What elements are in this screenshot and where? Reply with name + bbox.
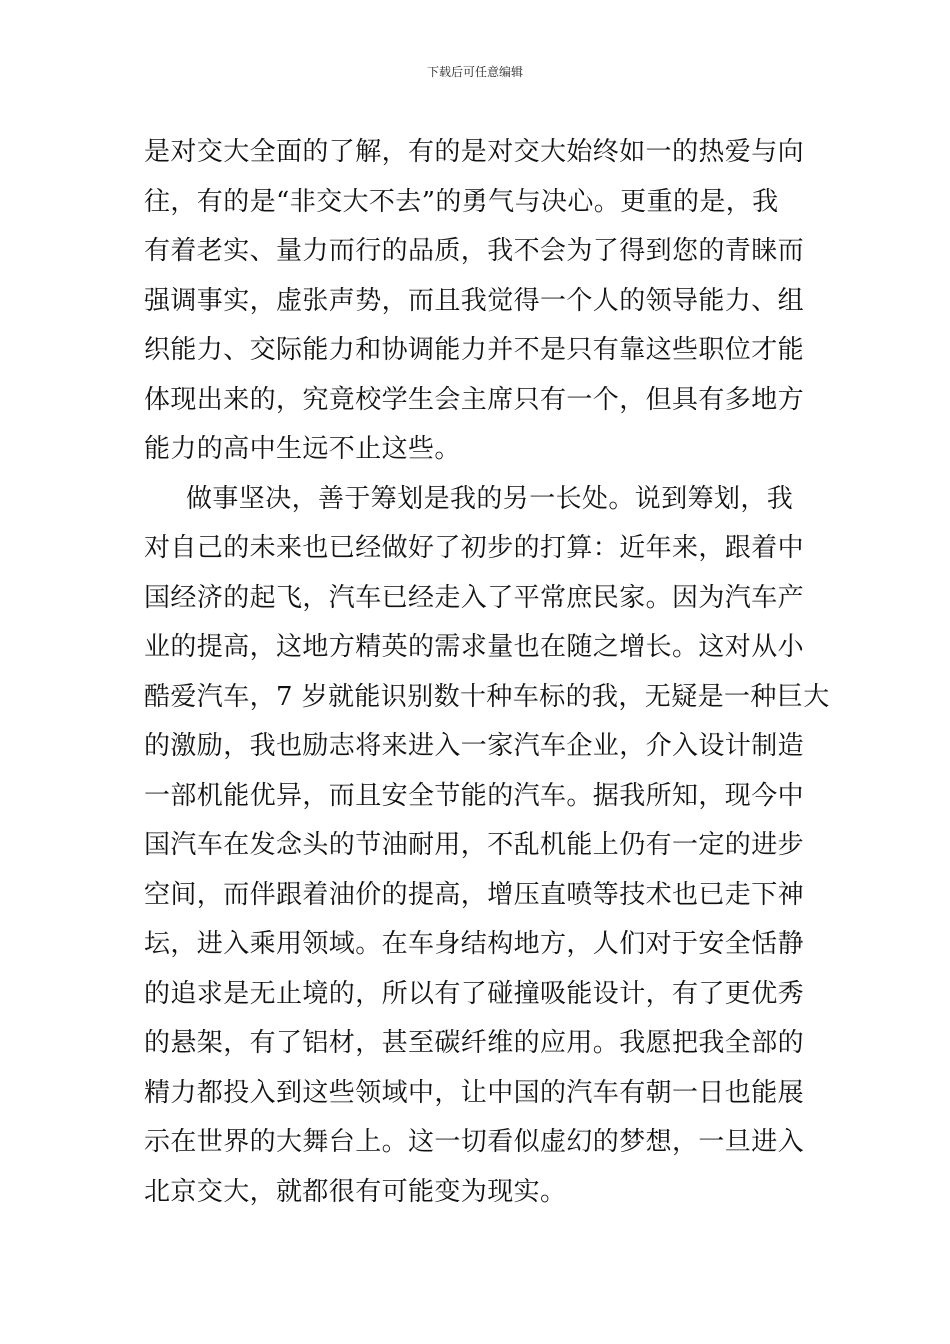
text-line: 国汽车在发念头的节油耐用，不乱机能上仍有一定的进步 — [144, 830, 805, 860]
text-line: 做事坚决，善于筹划是我的另一长处。说到筹划，我 — [186, 483, 794, 514]
text-line: 能力的高中生远不止这些。 — [144, 434, 461, 464]
text-line: 体现出来的，究竟校学生会主席只有一个，但具有多地方 — [144, 384, 805, 415]
text-line: 业的提高，这地方精英的需求量也在随之增长。这对从小 — [144, 632, 805, 662]
text-line: 空间，而伴跟着油价的提高，增压直喷等技术也已走下神 — [144, 879, 805, 910]
text-line: 的激励，我也励志将来进入一家汽车企业，介入设计制造 — [144, 731, 805, 761]
paragraph-1 — [144, 128, 810, 475]
text-line: 国经济的起飞，汽车已经走入了平常庶民家。因为汽车产 — [144, 582, 805, 613]
text-line: 坛，进入乘用领域。在车身结构地方，人们对于安全恬静 — [144, 929, 805, 959]
text-line: 的悬架，有了铝材，甚至碳纤维的应用。我愿把我全部的 — [144, 1028, 805, 1058]
text-line: 酷爱汽车，7 岁就能识别数十种车标的我，无疑是一种巨大 — [144, 681, 830, 712]
page-header: 下载后可任意编辑 — [426, 65, 523, 79]
text-line: 北京交大，就都很有可能变为现实。 — [144, 1176, 567, 1207]
document-body — [144, 128, 830, 1217]
paragraph-2 — [144, 475, 830, 1218]
text-line: 示在世界的大舞台上。这一切看似虚幻的梦想，一旦进入 — [144, 1127, 805, 1157]
text-line: 强调事实，虚张声势，而且我觉得一个人的领导能力、组 — [144, 285, 805, 316]
text-line: 一部机能优异，而且安全节能的汽车。据我所知，现今中 — [144, 780, 805, 811]
text-line: 织能力、交际能力和协调能力并不是只有靠这些职位才能 — [144, 335, 805, 365]
text-line: 对自己的未来也已经做好了初步的打算：近年来，跟着中 — [144, 533, 805, 563]
text-line: 的追求是无止境的，所以有了碰撞吸能设计，有了更优秀 — [144, 978, 805, 1009]
text-line: 有着老实、量力而行的品质，我不会为了得到您的青睐而 — [144, 236, 805, 266]
text-line: 是对交大全面的了解，有的是对交大始终如一的热爱与向 — [144, 137, 805, 167]
text-line: 精力都投入到这些领域中，让中国的汽车有朝一日也能展 — [144, 1077, 805, 1108]
text-line: 往，有的是“非交大不去”的勇气与决心。更重的是，我 — [144, 186, 779, 217]
